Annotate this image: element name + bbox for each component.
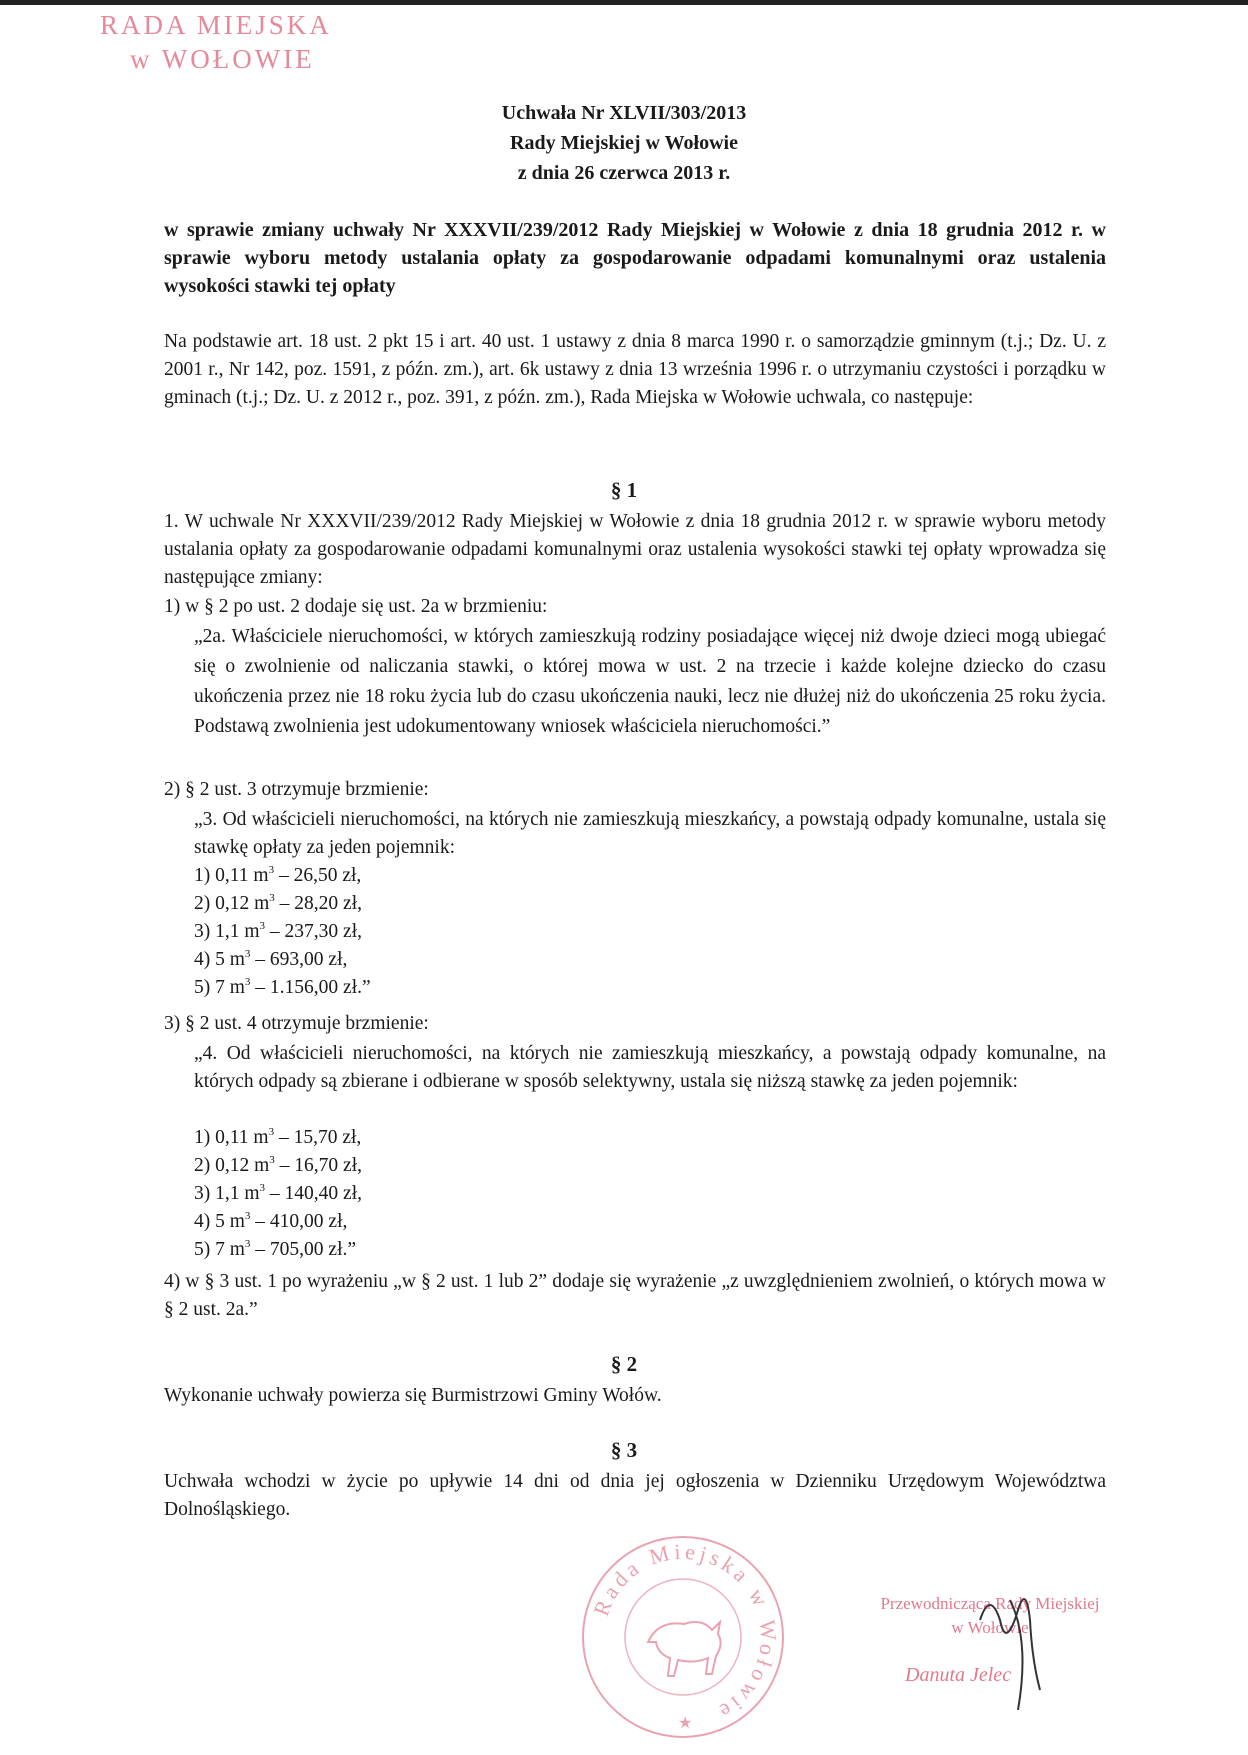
rate-volume: 1,1 m xyxy=(215,921,260,942)
stamp-line-2: w WOŁOWIE xyxy=(130,44,315,74)
rate-volume: 7 m xyxy=(215,1239,245,1260)
rate-number: 5) xyxy=(194,977,216,998)
rate-number: 4) xyxy=(194,1211,216,1232)
resolution-title: Uchwała Nr XLVII/303/2013 xyxy=(501,102,747,124)
rate-item xyxy=(194,946,347,974)
item-1-heading: 1) w § 2 po ust. 2 dodaje się ust. 2a w brzmieniu: xyxy=(164,596,548,617)
council-stamp-header xyxy=(100,8,332,76)
rate-price: – 16,70 zł, xyxy=(274,1155,362,1176)
section-2-heading: § 2 xyxy=(610,1352,638,1376)
item-3-heading: 3) § 2 ust. 4 otrzymuje brzmienie: xyxy=(164,1013,429,1034)
item-2-body: „3. Od właścicieli nieruchomości, na których nie zamieszkują mieszkańcy, a powstają odpady komunalne, ustala się stawkę opłaty za jeden pojemnik: xyxy=(194,809,1106,858)
rate-volume: 5 m xyxy=(215,949,245,970)
rate-volume: 0,11 m xyxy=(215,865,269,886)
rate-item xyxy=(194,862,361,890)
rate-item xyxy=(194,1124,361,1152)
cubic-superscript: 3 xyxy=(268,1126,275,1138)
item-1-body: „2a. Właściciele nieruchomości, w których zamieszkują rodziny posiadające więcej niż dwoje dzieci mogą ubiegać się o zwolnienie od naliczania stawki, o której mowa w ust. 2 na trzecie i każde kolejne dziecko do czasu ukończenia przez nie 18 roku życia lub do czasu ukończenia nauki, lecz nie dłużej niż do ukończenia 25 roku życia. Podstawą zwolnienia jest udokumentowany wniosek właściciela nieruchomości.” xyxy=(194,626,1106,737)
rate-price: – 1.156,00 zł.” xyxy=(250,977,371,998)
bull-icon xyxy=(648,1622,721,1676)
rate-number: 1) xyxy=(194,1127,216,1148)
section-1-heading: § 1 xyxy=(610,478,638,502)
official-seal xyxy=(578,1532,788,1742)
rate-price: – 15,70 zł, xyxy=(274,1127,362,1148)
cubic-superscript: 3 xyxy=(259,1182,266,1194)
section-2-text: Wykonanie uchwały powierza się Burmistrzowi Gminy Wołów. xyxy=(164,1385,662,1406)
item-4: 4) w § 3 ust. 1 po wyrażeniu „w § 2 ust. 1 lub 2” dodaje się wyrażenie „z uwzględnieniem zwolnień, o których mowa w § 2 ust. 2a.” xyxy=(164,1271,1106,1320)
rate-volume: 1,1 m xyxy=(215,1183,260,1204)
rate-item xyxy=(194,1180,362,1208)
item-3-body: „4. Od właścicieli nieruchomości, na których nie zamieszkują mieszkańcy, a powstają odpady komunalne, na których odpady są zbierane i odbierane w sposób selektywny, ustala się niższą stawkę za jeden pojemnik: xyxy=(194,1043,1106,1092)
cubic-superscript: 3 xyxy=(269,1154,275,1166)
resolution-subject: w sprawie zmiany uchwały Nr XXXVII/239/2012 Rady Miejskiej w Wołowie z dnia 18 grudnia 2012 r. w sprawie wyboru metody ustalania opłaty za gospodarowanie odpadami komunalnymi oraz ustalenia wysokości stawki tej opłaty xyxy=(164,219,1106,297)
rate-volume: 7 m xyxy=(215,977,245,998)
signatory-name: Danuta Jelec xyxy=(905,1664,1012,1686)
rate-price: – 705,00 zł.” xyxy=(250,1239,357,1260)
item-2-heading: 2) § 2 ust. 3 otrzymuje brzmienie: xyxy=(164,779,429,800)
rate-number: 2) xyxy=(194,1155,216,1176)
rate-item xyxy=(194,974,371,1002)
rate-number: 3) xyxy=(194,1183,216,1204)
cubic-superscript: 3 xyxy=(244,948,251,960)
rate-number: 4) xyxy=(194,949,216,970)
section-3-heading: § 3 xyxy=(610,1438,638,1462)
handwritten-signature xyxy=(970,1580,1080,1730)
rate-number: 5) xyxy=(194,1239,216,1260)
svg-text:Rada Miejska w Wołowie xyxy=(588,1539,781,1726)
cubic-superscript: 3 xyxy=(268,864,275,876)
cubic-superscript: 3 xyxy=(269,892,275,904)
rate-volume: 5 m xyxy=(215,1211,245,1232)
rate-item xyxy=(194,890,362,918)
rate-price: – 410,00 zł, xyxy=(250,1211,348,1232)
section-1-intro: 1. W uchwale Nr XXXVII/239/2012 Rady Miejskiej w Wołowie z dnia 18 grudnia 2012 r. w sprawie wyboru metody ustalania opłaty za gospodarowanie odpadami komunalnymi oraz ustalenia wysokości stawki tej opłaty wprowadza się następujące zmiany: xyxy=(164,511,1106,588)
signature-title-2: w Wołowie xyxy=(951,1618,1029,1637)
resolution-issuer: Rady Miejskiej w Wołowie xyxy=(510,132,738,154)
rate-price: – 28,20 zł, xyxy=(274,893,362,914)
resolution-date: z dnia 26 czerwca 2013 r. xyxy=(517,162,731,184)
seal-text: Rada Miejska w Wołowie xyxy=(588,1538,782,1727)
rate-item xyxy=(194,918,362,946)
rate-item xyxy=(194,1208,347,1236)
rate-volume: 0,12 m xyxy=(215,1155,270,1176)
seal-star-icon: ★ xyxy=(678,1715,693,1732)
cubic-superscript: 3 xyxy=(244,1238,251,1250)
rate-volume: 0,11 m xyxy=(215,1127,269,1148)
cubic-superscript: 3 xyxy=(244,1210,251,1222)
cubic-superscript: 3 xyxy=(244,976,251,988)
signature-title: Przewodnicząca Rady Miejskiej xyxy=(880,1594,1100,1613)
rate-number: 3) xyxy=(194,921,216,942)
section-3-text: Uchwała wchodzi w życie po upływie 14 dni od dnia jej ogłoszenia w Dzienniku Urzędowym Województwa Dolnośląskiego. xyxy=(164,1471,1106,1520)
stamp-line-1: RADA MIEJSKA xyxy=(100,10,332,40)
document-header xyxy=(0,98,1248,188)
rate-item xyxy=(194,1236,356,1264)
preamble: Na podstawie art. 18 ust. 2 pkt 15 i art. 40 ust. 1 ustawy z dnia 8 marca 1990 r. o samorządzie gminnym (t.j.; Dz. U. z 2001 r., Nr 142, poz. 1591, z późn. zm.), art. 6k ustawy z dnia 13 września 1996 r. o utrzymaniu czystości i porządku w gminach (t.j.; Dz. U. z 2012 r., poz. 391, z późn. zm.), Rada Miejska w Wołowie uchwala, co następuje: xyxy=(164,331,1106,408)
rate-price: – 26,50 zł, xyxy=(274,865,362,886)
rate-number: 2) xyxy=(194,893,216,914)
rate-number: 1) xyxy=(194,865,216,886)
rate-price: – 237,30 zł, xyxy=(265,921,362,942)
rate-price: – 140,40 zł, xyxy=(265,1183,362,1204)
rate-volume: 0,12 m xyxy=(215,893,270,914)
cubic-superscript: 3 xyxy=(259,920,266,932)
rate-price: – 693,00 zł, xyxy=(250,949,348,970)
scan-top-border xyxy=(0,0,1248,5)
rate-item xyxy=(194,1152,362,1180)
